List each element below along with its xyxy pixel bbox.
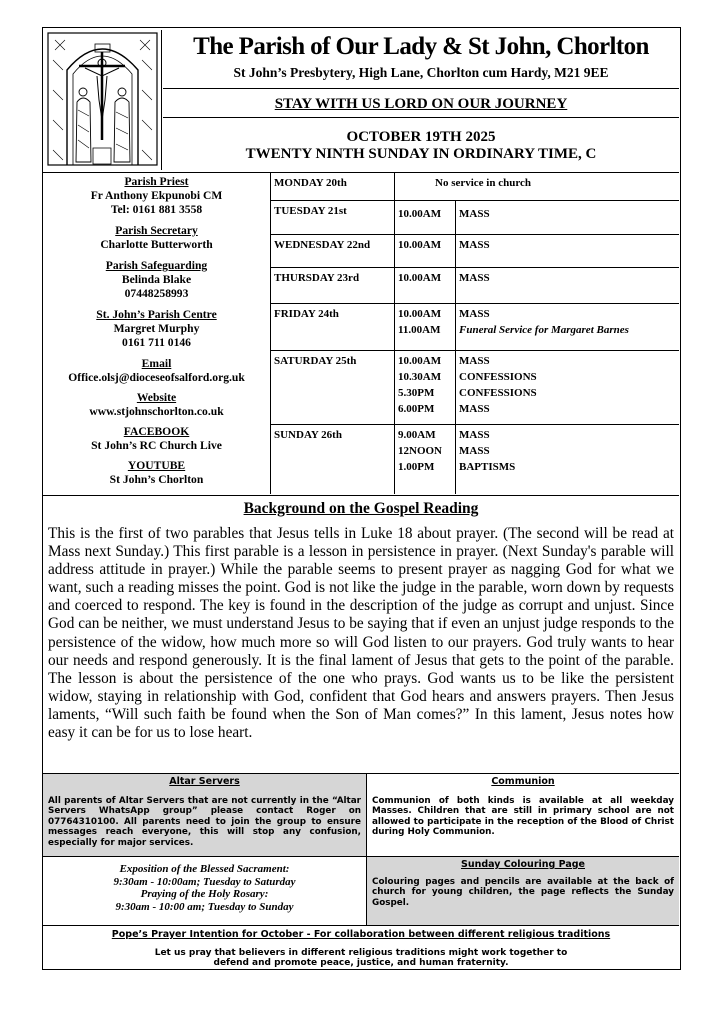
contact-line: 0161 711 0146	[122, 336, 191, 349]
schedule-service: MASS	[456, 267, 680, 303]
schedule-row-monday	[271, 173, 679, 200]
contact-heading: Parish Priest	[124, 175, 189, 188]
schedule-day: TUESDAY 21st	[271, 200, 395, 234]
schedule-time: 10.30AM	[398, 370, 442, 383]
contact-line: St John’s RC Church Live	[91, 439, 222, 452]
schedule-time: 1.00PM	[398, 460, 435, 473]
colouring-text: Colouring pages and pencils are available at the back of church for young children, the page reflects the Sunday Gospel.	[372, 876, 674, 908]
contacts-column	[43, 173, 271, 494]
communion-box	[367, 773, 679, 856]
schedule-row-sunday	[271, 424, 679, 494]
schedule-service: BAPTISMS	[459, 460, 516, 473]
schedule-row-thursday	[271, 267, 679, 303]
contact-secretary	[43, 224, 270, 252]
contact-heading: YOUTUBE	[127, 459, 186, 472]
colouring-heading: Sunday Colouring Page	[460, 859, 585, 870]
schedule-time: 10.00AM	[395, 234, 456, 267]
schedule-day: MONDAY 20th	[271, 173, 395, 200]
contact-heading: Email	[141, 357, 172, 370]
contact-safeguarding	[43, 259, 270, 301]
contact-facebook	[43, 425, 270, 453]
crucifixion-window-logo	[45, 30, 162, 170]
gospel-text: This is the first of two parables that Jesus tells in Luke 18 about prayer. (The second will be read at Mass next Sunday.) This first parable is a lesson in persistence in prayer. (Next Sunday's parable will address attitude in prayer.) While the parable seems to present prayer as nagging God for what we want, such a reading misses the point. God is not like the judge in the parable, worn down by requests and coerced to respond. The key is found in the description of the judge as corrupt and unjust. Since God can be neither, we must understand Jesus to be saying that if even an unjust judge responds to the persistence of the widow, how much more so will God listen to our prayers. God truly wants to hear our needs and respond generously. It is the final lament of Jesus that gets to the point of the parable. The lesson is about the persistence of the one who prays. God wants us to be like the persistent widow, staying in relationship with God, confident that God hears and answers prayers. Then Jesus laments, “Will such faith be found when the Son of Man comes?” In this lament, Jesus notes how easy it can be for us to lose heart.	[48, 525, 674, 742]
website-link[interactable]: www.stjohnschorlton.co.uk	[89, 405, 224, 418]
parish-title: The Parish of Our Lady & St John, Chorlton	[193, 33, 649, 60]
contact-heading: Website	[136, 391, 177, 404]
header	[43, 28, 679, 173]
pope-prayer-line: defend and promote peace, justice, and human fraternity.	[213, 958, 509, 969]
schedule-service: MASS	[459, 428, 490, 441]
email-link[interactable]: Office.olsj@dioceseofsalford.org.uk	[68, 371, 245, 384]
altar-servers-text: All parents of Altar Servers that are not currently in the “Altar Servers WhatsApp group” please contact Roger on 07764310100. All parents need to join the group to ensure messages reach everyone, this will stop any confusion, especially for major services.	[48, 795, 361, 848]
schedule-row-friday	[271, 303, 679, 350]
exposition-title: Exposition of the Blessed Sacrament:	[119, 863, 290, 875]
schedule-service: Funeral Service for Margaret Barnes	[459, 323, 629, 336]
contact-line: Tel: 0161 881 3558	[110, 203, 203, 216]
colouring-page-box	[367, 856, 679, 925]
contact-heading: FACEBOOK	[123, 425, 190, 438]
bulletin-date: OCTOBER 19TH 2025	[346, 129, 496, 145]
pope-prayer-heading: Pope’s Prayer Intention for October - For collaboration between different religious traditions	[111, 929, 611, 940]
contact-line: Belinda Blake	[121, 273, 192, 286]
schedule-time: 10.00AM	[398, 354, 442, 367]
contact-heading: St. John’s Parish Centre	[96, 308, 217, 321]
schedule-service: MASS	[456, 200, 680, 234]
contact-line: 07448258993	[124, 287, 189, 300]
schedule-service: CONFESSIONS	[459, 370, 537, 383]
contact-line: Fr Anthony Ekpunobi CM	[90, 189, 223, 202]
communion-text: Communion of both kinds is available at all weekday Masses. Children that are still in primary school are not allowed to participate in the reception of the Blood of Christ during Holy Communion.	[372, 795, 674, 838]
contact-parish-centre	[43, 308, 270, 350]
schedule-service: MASS	[459, 402, 490, 415]
contact-youtube	[43, 459, 270, 487]
rosary-times: 9:30am - 10:00 am; Tuesday to Sunday	[115, 900, 294, 913]
pope-prayer-box	[43, 925, 679, 969]
pope-prayer-line: Let us pray that believers in different religious traditions might work together to	[154, 947, 568, 958]
schedule-day: SUNDAY 26th	[271, 424, 395, 494]
rosary-title: Praying of the Holy Rosary:	[140, 888, 269, 900]
schedule-time: 11.00AM	[398, 323, 441, 336]
schedule-service: CONFESSIONS	[459, 386, 537, 399]
schedule-row-wednesday	[271, 234, 679, 267]
schedule-row-saturday	[271, 350, 679, 424]
schedule-time: 10.00AM	[395, 267, 456, 303]
contact-priest	[43, 175, 270, 217]
schedule-service: MASS	[459, 354, 490, 367]
altar-servers-heading: Altar Servers	[169, 776, 240, 787]
schedule-day: THURSDAY 23rd	[271, 267, 395, 303]
gospel-background-section	[43, 495, 679, 774]
schedule-time: 5.30PM	[398, 386, 435, 399]
contact-website	[43, 391, 270, 419]
exposition-times: 9:30am - 10:00am; Tuesday to Saturday	[113, 875, 296, 888]
schedule-day: FRIDAY 24th	[271, 303, 395, 350]
schedule-row-tuesday	[271, 200, 679, 234]
communion-heading: Communion	[491, 776, 555, 787]
contact-email	[43, 357, 270, 385]
schedule-time: 9.00AM	[398, 428, 436, 441]
schedule-service: MASS	[456, 234, 680, 267]
schedule-day: WEDNESDAY 22nd	[271, 234, 395, 267]
theme-banner: STAY WITH US LORD ON OUR JOURNEY	[163, 88, 679, 118]
newsletter-page	[42, 27, 681, 970]
schedule-time: 10.00AM	[398, 307, 442, 320]
contact-line: Charlotte Butterworth	[100, 238, 213, 251]
mass-schedule-table	[271, 173, 679, 494]
schedule-service: MASS	[459, 307, 490, 320]
schedule-time: 10.00AM	[395, 200, 456, 234]
contact-heading: Parish Safeguarding	[105, 259, 208, 272]
schedule-service: MASS	[459, 444, 490, 457]
contact-line: St John’s Chorlton	[109, 473, 204, 486]
exposition-box	[43, 856, 367, 925]
schedule-note: No service in church	[395, 173, 680, 200]
liturgical-sunday: TWENTY NINTH SUNDAY IN ORDINARY TIME, C	[245, 146, 597, 162]
schedule-time: 6.00PM	[398, 402, 435, 415]
schedule-time: 12NOON	[398, 444, 442, 457]
schedule-day: SATURDAY 25th	[271, 350, 395, 424]
gospel-heading: Background on the Gospel Reading	[243, 500, 479, 517]
contact-heading: Parish Secretary	[115, 224, 198, 237]
contact-line: Margret Murphy	[113, 322, 200, 335]
parish-address: St John’s Presbytery, High Lane, Chorlton cum Hardy, M21 9EE	[233, 65, 609, 80]
altar-servers-box	[43, 773, 367, 856]
